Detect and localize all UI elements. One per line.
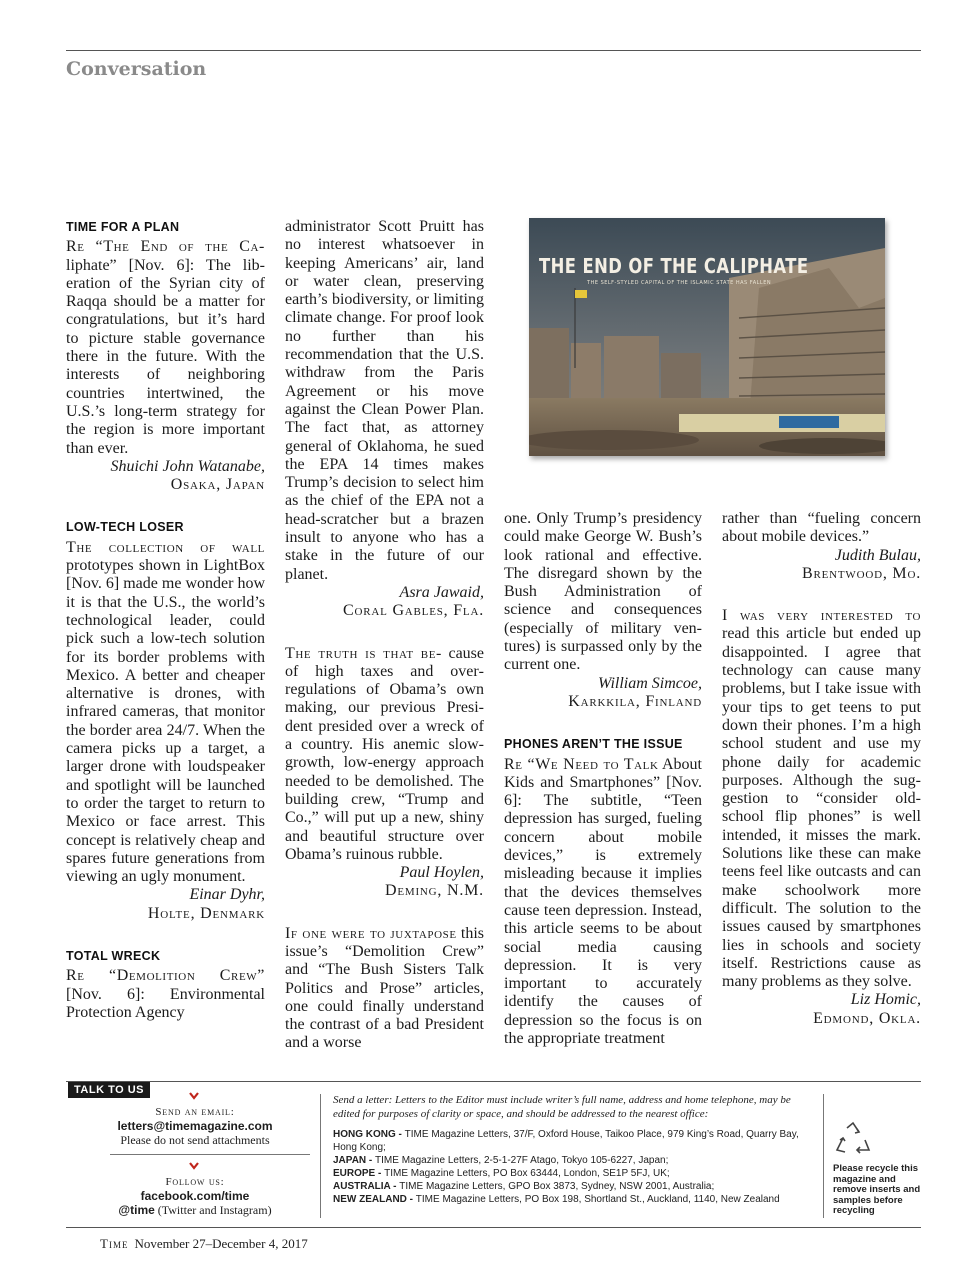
column-4: [722, 510, 921, 1052]
contact-divider: [110, 1154, 310, 1155]
letter-body: Re “Demolition Crew” [Nov. 6]: Environmental Protection Agency: [66, 967, 265, 1021]
email-label: Send an email:: [155, 1106, 235, 1118]
letter-instructions: Send a letter: Letters to the Editor must include writer’s full name, address and home telephone, may be edited for purposes of clarity or space, and should be addressed to the nearest office:: [333, 1094, 791, 1120]
office-address: AUSTRALIA - TIME Magazine Letters, GPO Box 3873, Sydney, NSW 2001, Australia;: [333, 1181, 715, 1192]
letter-signature: Einar Dyhr,: [189, 886, 265, 904]
letter-body: I was very interested to read this article but ended up disappointed. I agree that technology can cause many problems, but I take issue with your tips to get teens to put down their phones. I’m a high school student and use my phone daily for academic purposes. Although the suggestion to “consider old-school flip phones” is well intended, it misses the mark. Solutions like these can make teens feel like outcasts and can make schoolwork more difficult. The solution to the issues caused by smartphones lies in schools and society itself. Restrictions cause as many problems as they solve.: [722, 607, 921, 991]
office-address: JAPAN - TIME Magazine Letters, 2-5-1-27F Atago, Tokyo 105-6227, Japan;: [333, 1155, 669, 1166]
letter-body: Re “The End of the Ca- liphate” [Nov. 6]: The liberation of the Syrian city of Raqqa should be a matter for congratulations, but it’s hard to picture stable governance there in the future. With the interests of neighboring countries intertwined, the U.S.’s long-term strategy for the region is more important than ever.: [66, 238, 265, 457]
letter-signature: Shuichi John Watanabe,: [110, 457, 265, 475]
letter-location: Holte, Denmark: [147, 904, 265, 922]
recycle-note: Please recycle this magazine and remove inserts and samples before recycling: [833, 1163, 921, 1217]
office-address: NEW ZEALAND - TIME Magazine Letters, PO Box 198, Shortland St., Auckland, 1140, New Zealand: [333, 1194, 780, 1205]
recycle-divider: [823, 1094, 824, 1218]
section-title: Conversation: [66, 58, 207, 80]
letter-location: Deming, N.M.: [385, 882, 484, 900]
letter-body: The collection of wall prototypes shown in LightBox [Nov. 6] made me wonder how it is that the U.S., the world’s technological leader, could pick such a low-tech solution for its border problems with Mexico. A better and cheaper alternative is drones, with infrared cameras, that monitor the border area 24/7. When the camera picks up a target, a larger drone with loudspeaker and spotlight will be launched to order the target to return to Mexico or face arrest. This concept is relatively cheap and spares future generations from viewing an ugly monument.: [66, 538, 265, 886]
letter-body: The truth is that be- cause of high taxes and overregulations of Obama’s own making, our previous President presided over a wreck of a country. His anemic slow-growth, low-energy approach needed to be demolished. The building crew, “Trump and Co.,” will put up a new, shiny and beautiful structure over Obama’s ruinous rubble.: [285, 644, 484, 863]
letter-heading: TOTAL WRECK: [66, 948, 161, 963]
letter-body: one. Only Trump’s presidency could make George W. Bush’s look rational and effective. The disregard shown by the Bush Administration of science and consequences (especially of military ventures) is surpassed only by the current one.: [504, 510, 702, 674]
email-contact: [110, 1105, 280, 1147]
office-address: EUROPE - TIME Magazine Letters, PO Box 63444, London, SE1P 5FJ, UK;: [333, 1168, 670, 1179]
magazine-name: Time: [100, 1236, 129, 1251]
column-1: [66, 218, 265, 1022]
letter-body: rather than “fueling concern about mobile devices.”: [722, 510, 921, 546]
page-folio: [100, 1236, 308, 1252]
chevron-down-icon: [189, 1092, 199, 1102]
photo-headline: THE END OF THE CALIPHATE: [539, 254, 809, 278]
footer-divider: [320, 1094, 321, 1218]
issue-date: November 27–December 4, 2017: [134, 1236, 308, 1251]
letter-signature: Judith Bulau,: [834, 546, 921, 564]
letter-location: Karkkila, Finland: [568, 692, 702, 710]
photo-subtitle: THE SELF-STYLED CAPITAL OF THE ISLAMIC STATE HAS FALLEN: [587, 280, 772, 286]
mailing-offices: [333, 1094, 819, 1206]
email-note: Please do not send attachments: [120, 1133, 270, 1147]
letter-location: Osaka, Japan: [170, 476, 265, 494]
letter-heading: LOW-TECH LOSER: [66, 520, 184, 535]
top-rule: [66, 50, 921, 51]
letter-signature: Liz Homic,: [850, 991, 921, 1009]
follow-label: Follow us:: [165, 1176, 225, 1188]
letter-heading: PHONES AREN’T THE ISSUE: [504, 737, 683, 752]
letter-body: administrator Scott Pruitt has no interest whatsoever in keeping Americans’ air, land or water clean, preserving earth’s biodiversity, or limiting climate change. For proof look no further than his recommendation that the U.S. withdraw from the Paris Agreement or his move against the Clean Power Plan. The fact that, as attorney general of Oklahoma, he sued the EPA 14 times makes Trump’s decision to select him as the chief of the EPA not a head-scratcher but a brazen insult to anyone who has a stake in the future of our planet.: [285, 218, 484, 583]
social-contact: [110, 1175, 280, 1217]
article-thumbnail-photo: [529, 218, 885, 456]
footer-top-rule: [66, 1081, 921, 1082]
recycle-icon: [833, 1120, 873, 1160]
column-2: [285, 218, 484, 1053]
letter-location: Brentwood, Mo.: [802, 564, 921, 582]
office-address: HONG KONG - TIME Magazine Letters, 37/F, Oxford House, Taikoo Place, 979 King’s Road, Quarry Bay, Hong Kong;: [333, 1129, 799, 1153]
letter-location: Edmond, Okla.: [813, 1009, 921, 1027]
letter-signature: Paul Hoylen,: [399, 864, 484, 882]
twitter-line: @time (Twitter and Instagram): [118, 1203, 272, 1217]
twitter-handle[interactable]: @time: [118, 1203, 155, 1217]
chevron-down-icon: [189, 1162, 199, 1172]
letter-signature: William Simcoe,: [598, 674, 702, 692]
facebook-link[interactable]: facebook.com/time: [140, 1189, 250, 1203]
letter-heading: TIME FOR A PLAN: [66, 220, 180, 234]
email-link[interactable]: letters@timemagazine.com: [117, 1119, 273, 1133]
letter-signature: Asra Jawaid,: [399, 583, 484, 601]
letter-location: Coral Gables, Fla.: [343, 602, 484, 620]
letter-body: If one were to juxtapose this issue’s “Demolition Crew” and “The Bush Sisters Talk Politics and Prose” articles, one could finally understand the contrast of a bad President and a worse: [285, 924, 484, 1052]
column-3: [504, 510, 702, 1048]
letter-body: Re “We Need to Talk About Kids and Smartphones” [Nov. 6]: The subtitle, “Teen depression has surged, fueling concern about mobile devices,” is extremely misleading because it implies that the devices themselves cause teen depression. Instead, this article seems to be about social media causing depression. It is very important to accurately identify the causes of depression so the focus is on the appropriate treatment: [504, 755, 702, 1048]
footer-bottom-rule: [66, 1227, 921, 1228]
talk-to-us-tag: TALK TO US: [68, 1082, 150, 1098]
